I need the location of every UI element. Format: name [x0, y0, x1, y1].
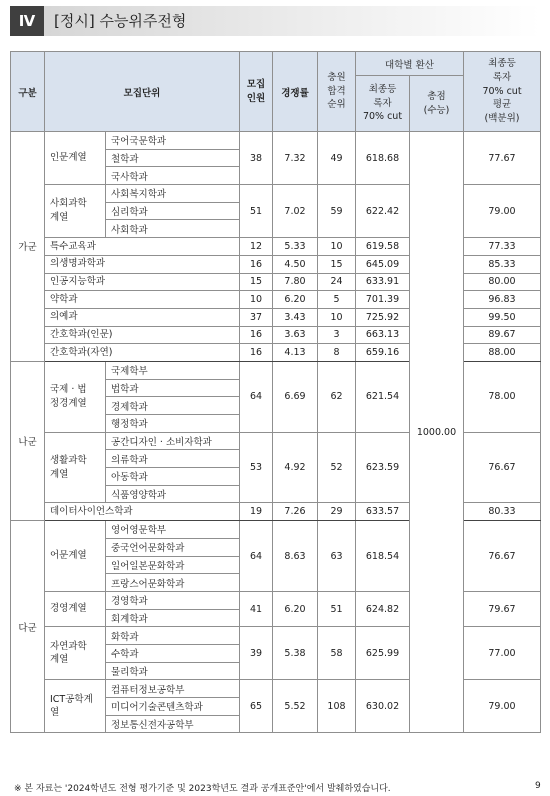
cut-cell: 622.42 [356, 185, 410, 238]
quota-cell: 65 [240, 680, 273, 733]
category-cell: 인공지능학과 [45, 273, 240, 291]
avg-cell: 77.67 [464, 132, 541, 185]
ratio-cell: 3.63 [273, 326, 318, 344]
cut-cell: 619.58 [356, 238, 410, 256]
category-cell: 국제 · 법 정경계열 [45, 361, 106, 432]
department-cell: 철학과 [106, 149, 240, 167]
footnote: ※ 본 자료는 '2024학년도 전형 평가기준 및 2023학년도 결과 공개표준안'에서 발췌하였습니다. [14, 784, 391, 794]
table-row [11, 132, 541, 150]
ratio-cell: 5.38 [273, 627, 318, 680]
category-cell: 생활과학 계열 [45, 432, 106, 503]
category-cell: ICT공학계 열 [45, 680, 106, 733]
avg-cell: 80.33 [464, 503, 541, 521]
header-quota: 모집 인원 [240, 52, 273, 132]
department-cell: 식품영양학과 [106, 485, 240, 503]
page-number: 9 [535, 781, 541, 791]
category-cell: 사회과학 계열 [45, 185, 106, 238]
department-cell: 공간디자인 · 소비자학과 [106, 432, 240, 450]
department-cell: 아동학과 [106, 468, 240, 486]
group-name: 나군 [11, 361, 45, 520]
rank-cell: 63 [318, 521, 356, 592]
group-name: 다군 [11, 521, 45, 733]
department-cell: 심리학과 [106, 202, 240, 220]
avg-cell: 76.67 [464, 521, 541, 592]
category-cell: 경영계열 [45, 591, 106, 626]
category-cell: 특수교육과 [45, 238, 240, 256]
quota-cell: 15 [240, 273, 273, 291]
department-cell: 회계학과 [106, 609, 240, 627]
rank-cell: 8 [318, 344, 356, 362]
cut-cell: 623.59 [356, 432, 410, 503]
quota-cell: 16 [240, 326, 273, 344]
quota-cell: 37 [240, 308, 273, 326]
department-cell: 일어일본문화학과 [106, 556, 240, 574]
quota-cell: 41 [240, 591, 273, 626]
department-cell: 의류학과 [106, 450, 240, 468]
rank-cell: 10 [318, 238, 356, 256]
cut-cell: 633.57 [356, 503, 410, 521]
cut-cell: 659.16 [356, 344, 410, 362]
cut-cell: 618.68 [356, 132, 410, 185]
cut-cell: 624.82 [356, 591, 410, 626]
category-cell: 간호학과(인문) [45, 326, 240, 344]
avg-cell: 89.67 [464, 326, 541, 344]
ratio-cell: 6.69 [273, 361, 318, 432]
category-cell: 자연과학 계열 [45, 627, 106, 680]
avg-cell: 88.00 [464, 344, 541, 362]
department-cell: 화학과 [106, 627, 240, 645]
avg-cell: 85.33 [464, 255, 541, 273]
ratio-cell: 4.13 [273, 344, 318, 362]
category-cell: 간호학과(자연) [45, 344, 240, 362]
category-cell: 인문계열 [45, 132, 106, 185]
quota-cell: 51 [240, 185, 273, 238]
header-final: 최종등 록자 70% cut 평균 (백분위) [464, 52, 541, 132]
total-score-cell: 1000.00 [410, 132, 464, 733]
section-header [10, 6, 540, 36]
rank-cell: 62 [318, 361, 356, 432]
rank-cell: 15 [318, 255, 356, 273]
header-group: 구분 [11, 52, 45, 132]
category-cell: 의예과 [45, 308, 240, 326]
rank-cell: 24 [318, 273, 356, 291]
department-cell: 사회학과 [106, 220, 240, 238]
rank-cell: 49 [318, 132, 356, 185]
cut-cell: 701.39 [356, 291, 410, 309]
avg-cell: 80.00 [464, 273, 541, 291]
rank-cell: 52 [318, 432, 356, 503]
header-conv-total: 총점 (수능) [410, 76, 464, 132]
group-name: 가군 [11, 132, 45, 362]
section-number: Ⅳ [10, 6, 44, 36]
department-cell: 정보통신전자공학부 [106, 715, 240, 733]
ratio-cell: 7.80 [273, 273, 318, 291]
avg-cell: 76.67 [464, 432, 541, 503]
quota-cell: 16 [240, 255, 273, 273]
category-cell: 의생명과학과 [45, 255, 240, 273]
ratio-cell: 4.92 [273, 432, 318, 503]
department-cell: 국사학과 [106, 167, 240, 185]
cut-cell: 725.92 [356, 308, 410, 326]
ratio-cell: 6.20 [273, 291, 318, 309]
department-cell: 미디어기술콘텐츠학과 [106, 698, 240, 716]
header-rank: 충원 합격 순위 [318, 52, 356, 132]
quota-cell: 38 [240, 132, 273, 185]
department-cell: 경제학과 [106, 397, 240, 415]
avg-cell: 79.67 [464, 591, 541, 626]
quota-cell: 64 [240, 521, 273, 592]
ratio-cell: 5.33 [273, 238, 318, 256]
quota-cell: 12 [240, 238, 273, 256]
cut-cell: 633.91 [356, 273, 410, 291]
department-cell: 법학과 [106, 379, 240, 397]
cut-cell: 663.13 [356, 326, 410, 344]
rank-cell: 29 [318, 503, 356, 521]
category-cell: 어문계열 [45, 521, 106, 592]
department-cell: 행정학과 [106, 415, 240, 433]
rank-cell: 59 [318, 185, 356, 238]
quota-cell: 53 [240, 432, 273, 503]
avg-cell: 96.83 [464, 291, 541, 309]
header-ratio: 경쟁률 [273, 52, 318, 132]
department-cell: 프랑스어문화학과 [106, 574, 240, 592]
ratio-cell: 7.02 [273, 185, 318, 238]
avg-cell: 77.33 [464, 238, 541, 256]
department-cell: 컴퓨터정보공학부 [106, 680, 240, 698]
quota-cell: 64 [240, 361, 273, 432]
header-conv-top: 최종등 록자 70% cut [356, 76, 410, 132]
ratio-cell: 7.32 [273, 132, 318, 185]
ratio-cell: 8.63 [273, 521, 318, 592]
department-cell: 국제학부 [106, 361, 240, 379]
cut-cell: 645.09 [356, 255, 410, 273]
category-cell: 약학과 [45, 291, 240, 309]
department-cell: 국어국문학과 [106, 132, 240, 150]
quota-cell: 39 [240, 627, 273, 680]
cut-cell: 621.54 [356, 361, 410, 432]
avg-cell: 79.00 [464, 680, 541, 733]
cut-cell: 618.54 [356, 521, 410, 592]
avg-cell: 77.00 [464, 627, 541, 680]
avg-cell: 99.50 [464, 308, 541, 326]
department-cell: 수학과 [106, 644, 240, 662]
avg-cell: 78.00 [464, 361, 541, 432]
ratio-cell: 3.43 [273, 308, 318, 326]
header-conv: 대학별 환산 [356, 52, 464, 76]
category-cell: 데이터사이언스학과 [45, 503, 240, 521]
rank-cell: 3 [318, 326, 356, 344]
admissions-table [10, 51, 541, 733]
department-cell: 중국언어문화학과 [106, 538, 240, 556]
cut-cell: 630.02 [356, 680, 410, 733]
rank-cell: 51 [318, 591, 356, 626]
ratio-cell: 7.26 [273, 503, 318, 521]
department-cell: 물리학과 [106, 662, 240, 680]
rank-cell: 10 [318, 308, 356, 326]
quota-cell: 19 [240, 503, 273, 521]
header-unit: 모집단위 [45, 52, 240, 132]
department-cell: 경영학과 [106, 591, 240, 609]
ratio-cell: 5.52 [273, 680, 318, 733]
cut-cell: 625.99 [356, 627, 410, 680]
section-title: [정시] 수능위주전형 [44, 6, 540, 36]
ratio-cell: 4.50 [273, 255, 318, 273]
department-cell: 사회복지학과 [106, 185, 240, 203]
rank-cell: 108 [318, 680, 356, 733]
avg-cell: 79.00 [464, 185, 541, 238]
quota-cell: 16 [240, 344, 273, 362]
rank-cell: 5 [318, 291, 356, 309]
ratio-cell: 6.20 [273, 591, 318, 626]
quota-cell: 10 [240, 291, 273, 309]
rank-cell: 58 [318, 627, 356, 680]
department-cell: 영어영문학부 [106, 521, 240, 539]
